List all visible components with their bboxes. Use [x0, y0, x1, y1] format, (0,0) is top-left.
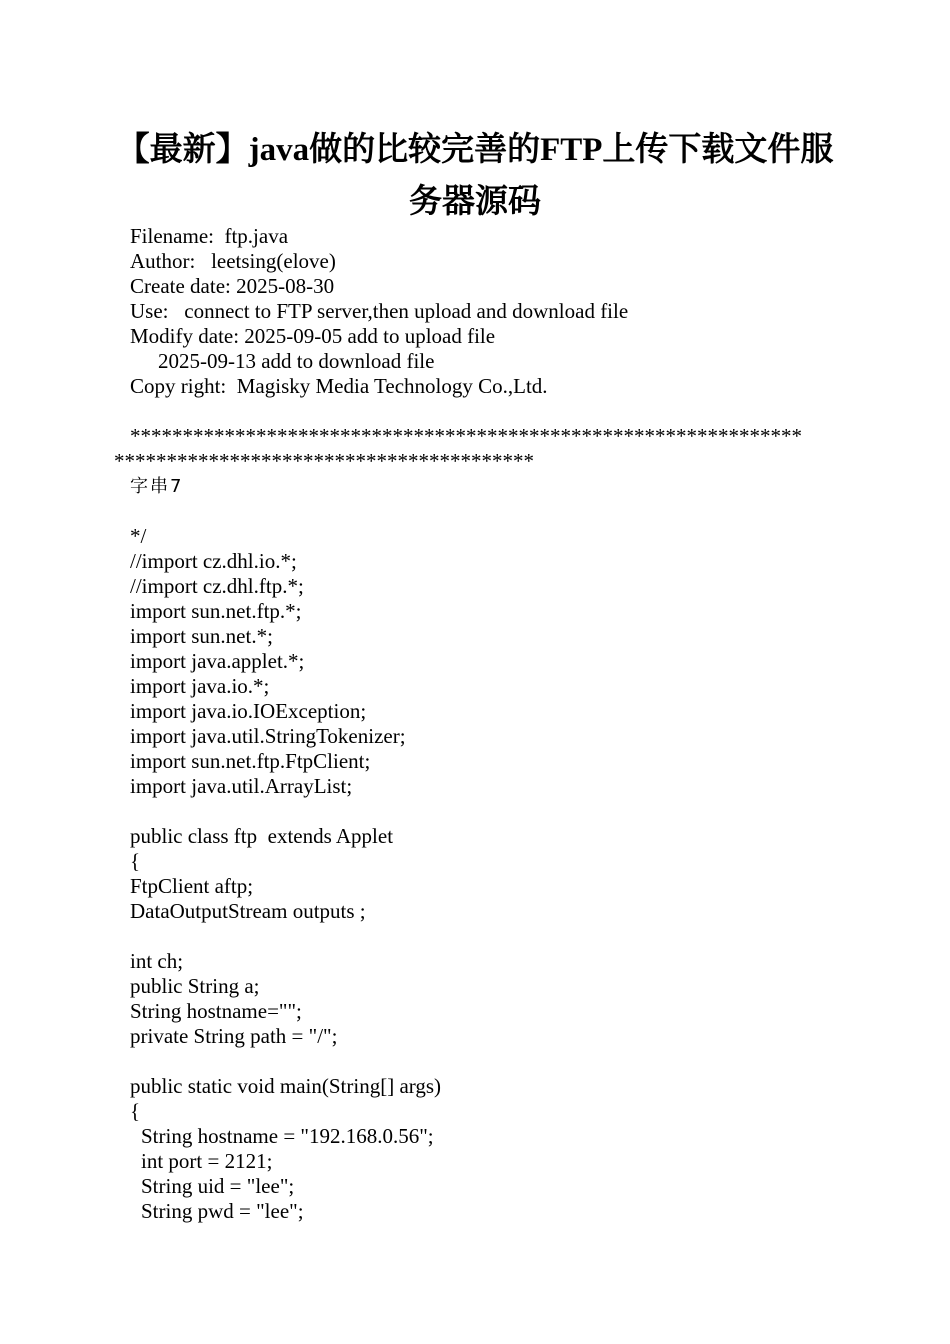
- code-main-line: public static void main(String[] args): [130, 1074, 442, 1098]
- code-field-line: int ch;: [130, 949, 184, 973]
- code-field-line: public String a;: [130, 974, 260, 998]
- code-import-line: import java.util.StringTokenizer;: [130, 724, 406, 748]
- cjk-note: 字串7: [130, 476, 184, 497]
- header-use: Use: connect to FTP server,then upload and download file: [130, 299, 629, 323]
- header-create-date: Create date: 2025-08-30: [130, 274, 335, 298]
- stars-line-continued: ****************************************: [114, 449, 534, 473]
- stars-line: ****************************************************************: [130, 424, 802, 448]
- code-import-line: //import cz.dhl.ftp.*;: [130, 574, 304, 598]
- code-import-line: import sun.net.ftp.*;: [130, 599, 302, 623]
- code-import-line: import java.applet.*;: [130, 649, 305, 673]
- code-class-line: FtpClient aftp;: [130, 874, 254, 898]
- code-main-body-line: String pwd = "lee";: [141, 1199, 304, 1223]
- header-filename: Filename: ftp.java: [130, 224, 289, 248]
- blank-line: [0, 499, 950, 524]
- code-main-body-line: String uid = "lee";: [141, 1174, 295, 1198]
- code-import-line: import sun.net.*;: [130, 624, 273, 648]
- document-body: [0, 224, 950, 1224]
- header-modify-date-2: 2025-09-13 add to download file: [158, 349, 435, 373]
- code-import-line: import java.util.ArrayList;: [130, 774, 353, 798]
- document-title: 【最新】java做的比较完善的FTP上传下载文件服务器源码: [116, 132, 834, 220]
- code-import-line: import java.io.IOException;: [130, 699, 367, 723]
- blank-line: [0, 1049, 950, 1074]
- header-modify-date: Modify date: 2025-09-05 add to upload file: [130, 324, 496, 348]
- code-class-line: public class ftp extends Applet: [130, 824, 394, 848]
- code-class-line: DataOutputStream outputs ;: [130, 899, 366, 923]
- blank-line: [0, 924, 950, 949]
- code-field-line: String hostname="";: [130, 999, 302, 1023]
- code-class-line: {: [130, 849, 141, 873]
- header-copyright: Copy right: Magisky Media Technology Co.,Ltd.: [130, 374, 548, 398]
- code-import-line: //import cz.dhl.io.*;: [130, 549, 297, 573]
- code-main-body-line: String hostname = "192.168.0.56";: [141, 1124, 434, 1148]
- blank-line: [0, 399, 950, 424]
- code-main-line: {: [130, 1099, 141, 1123]
- code-field-line: private String path = "/";: [130, 1024, 338, 1048]
- code-main-body-line: int port = 2121;: [141, 1149, 273, 1173]
- blank-line: [0, 799, 950, 824]
- code-import-line: import java.io.*;: [130, 674, 270, 698]
- header-author: Author: leetsing(elove): [130, 249, 336, 273]
- code-comment-end: */: [130, 524, 147, 548]
- code-import-line: import sun.net.ftp.FtpClient;: [130, 749, 371, 773]
